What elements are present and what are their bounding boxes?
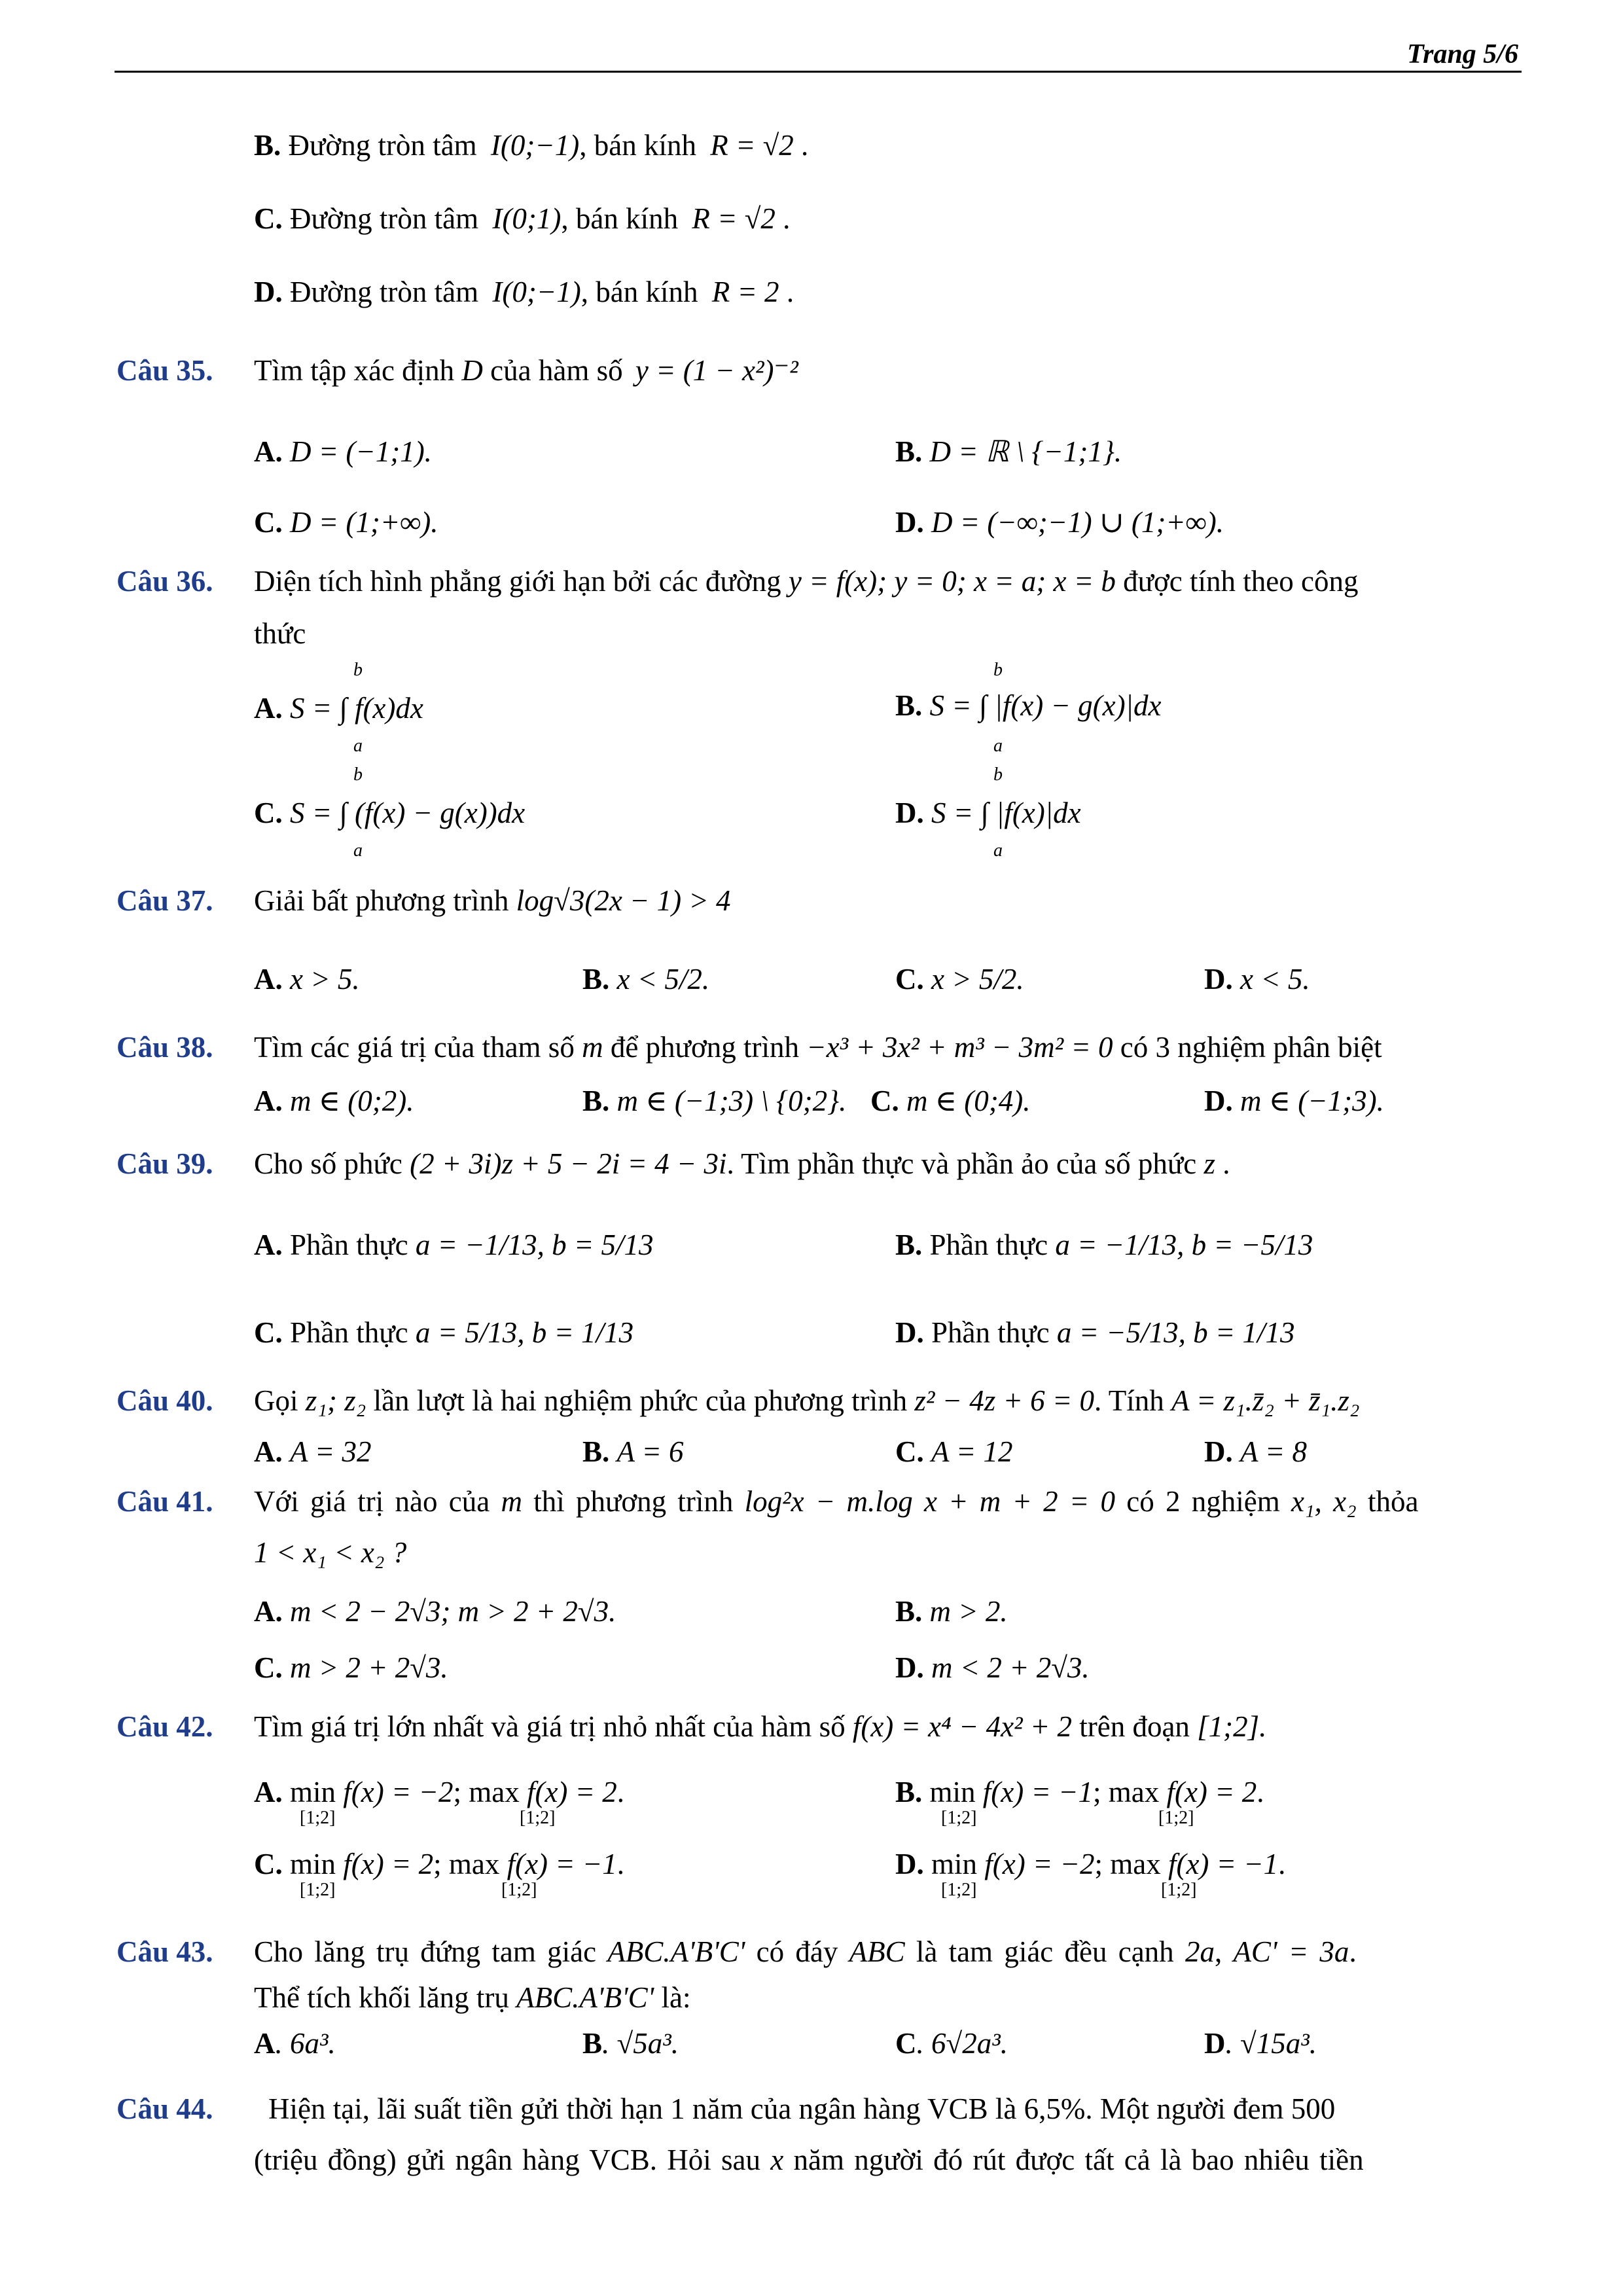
q42-a-max-domain: [1;2]	[520, 1808, 556, 1828]
q42-d-max-domain: [1;2]	[1161, 1880, 1197, 1900]
q41-number: Câu 41.	[116, 1485, 213, 1518]
q43-option-a: A. 6a³.	[254, 2027, 336, 2060]
q43-stem: Cho lăng trụ đứng tam giác ABC.A'B'C' có đáy ABC là tam giác đều cạnh 2a, AC' = 3a.	[254, 1935, 1357, 1968]
q43-option-c: C. 6√2a³.	[895, 2027, 1008, 2060]
q36-option-d: D. S = ∫ |f(x)|dx	[895, 797, 1081, 829]
q41-option-b: B. m > 2.	[895, 1595, 1008, 1628]
q36-stem: Diện tích hình phẳng giới hạn bởi các đường y = f(x); y = 0; x = a; x = b được tính theo công	[254, 565, 1359, 598]
q42-a-min-domain: [1;2]	[300, 1808, 336, 1828]
q43-option-b: B. √5a³.	[582, 2027, 679, 2060]
q38-number: Câu 38.	[116, 1031, 213, 1064]
q35-option-d: D. D = (−∞;−1) ∪ (1;+∞).	[895, 506, 1224, 539]
q36-stem-line2: thức	[254, 617, 306, 650]
q38-option-a: A. m ∈ (0;2).	[254, 1085, 414, 1117]
q40-option-c: C. A = 12	[895, 1435, 1013, 1468]
q37-option-c: C. x > 5/2.	[895, 963, 1024, 996]
q34-option-d: D. Đường tròn tâm I(0;−1), bán kính R = 2 .	[254, 276, 794, 308]
q44-stem-line2: (triệu đồng) gửi ngân hàng VCB. Hỏi sau x năm người đó rút được tất cả là bao nhiêu tiền	[254, 2144, 1364, 2176]
q38-stem: Tìm các giá trị của tham số m để phương trình −x³ + 3x² + m³ − 3m² = 0 có 3 nghiệm phân biệt	[254, 1031, 1382, 1064]
q40-option-d: D. A = 8	[1204, 1435, 1308, 1468]
q42-d-min-domain: [1;2]	[941, 1880, 977, 1900]
q38-option-c: C. m ∈ (0;4).	[870, 1085, 1031, 1117]
q42-option-d: D. min f(x) = −2; max f(x) = −1.	[895, 1848, 1286, 1880]
q39-option-d: D. Phần thực a = −5/13, b = 1/13	[895, 1316, 1295, 1349]
q42-number: Câu 42.	[116, 1710, 213, 1743]
q34-option-b: B. Đường tròn tâm I(0;−1), bán kính R = √2 .	[254, 129, 809, 162]
q41-option-a: A. m < 2 − 2√3; m > 2 + 2√3.	[254, 1595, 616, 1628]
q42-option-a: A. min f(x) = −2; max f(x) = 2.	[254, 1776, 625, 1808]
q42-c-min-domain: [1;2]	[300, 1880, 336, 1900]
q35-stem: Tìm tập xác định D của hàm số y = (1 − x²)⁻²	[254, 354, 798, 387]
q36-b-upper-limit: b	[993, 660, 1003, 680]
q36-number: Câu 36.	[116, 565, 213, 598]
q42-stem: Tìm giá trị lớn nhất và giá trị nhỏ nhất của hàm số f(x) = x⁴ − 4x² + 2 trên đoạn [1;2].	[254, 1710, 1267, 1743]
q36-c-lower-limit: a	[353, 840, 363, 861]
page-number: Trang 5/6	[1407, 39, 1518, 69]
q36-a-upper-limit: b	[353, 660, 363, 680]
q40-option-a: A. A = 32	[254, 1435, 372, 1468]
q35-option-b: B. D = ℝ \ {−1;1}.	[895, 435, 1122, 468]
q38-option-b: B. m ∈ (−1;3) \ {0;2}.	[582, 1085, 847, 1117]
q39-option-b: B. Phần thực a = −1/13, b = −5/13	[895, 1229, 1313, 1261]
q35-option-c: C. D = (1;+∞).	[254, 506, 438, 539]
q37-number: Câu 37.	[116, 884, 213, 917]
q36-c-upper-limit: b	[353, 764, 363, 785]
q36-a-lower-limit: a	[353, 736, 363, 756]
q43-option-d: D. √15a³.	[1204, 2027, 1317, 2060]
q40-number: Câu 40.	[116, 1384, 213, 1417]
q40-option-b: B. A = 6	[582, 1435, 684, 1468]
q41-option-d: D. m < 2 + 2√3.	[895, 1651, 1090, 1684]
q34-option-c: C. Đường tròn tâm I(0;1), bán kính R = √2 .	[254, 202, 791, 235]
q36-d-upper-limit: b	[993, 764, 1003, 785]
q38-option-d: D. m ∈ (−1;3).	[1204, 1085, 1384, 1117]
q37-option-b: B. x < 5/2.	[582, 963, 710, 996]
q36-b-lower-limit: a	[993, 736, 1003, 756]
q39-option-a: A. Phần thực a = −1/13, b = 5/13	[254, 1229, 654, 1261]
q41-stem: Với giá trị nào của m thì phương trình log²x − m.log x + m + 2 = 0 có 2 nghiệm x₁, x₂ thỏa	[254, 1485, 1419, 1518]
q43-number: Câu 43.	[116, 1935, 213, 1968]
q35-option-a: A. D = (−1;1).	[254, 435, 432, 468]
q37-option-d: D. x < 5.	[1204, 963, 1310, 996]
q36-d-lower-limit: a	[993, 840, 1003, 861]
q42-b-min-domain: [1;2]	[941, 1808, 977, 1828]
q43-stem-line2: Thể tích khối lăng trụ ABC.A'B'C' là:	[254, 1981, 691, 2014]
q37-stem: Giải bất phương trình log√3(2x − 1) > 4	[254, 884, 731, 917]
q39-number: Câu 39.	[116, 1147, 213, 1180]
q39-stem: Cho số phức (2 + 3i)z + 5 − 2i = 4 − 3i. Tìm phần thực và phần ảo của số phức z .	[254, 1147, 1230, 1180]
q42-c-max-domain: [1;2]	[501, 1880, 537, 1900]
q37-option-a: A. x > 5.	[254, 963, 360, 996]
header-rule	[115, 71, 1522, 73]
q41-option-c: C. m > 2 + 2√3.	[254, 1651, 448, 1684]
q36-option-a: A. S = ∫ f(x)dx	[254, 692, 423, 725]
q36-option-b: B. S = ∫ |f(x) − g(x)|dx	[895, 689, 1162, 722]
q42-option-b: B. min f(x) = −1; max f(x) = 2.	[895, 1776, 1264, 1808]
q42-b-max-domain: [1;2]	[1158, 1808, 1194, 1828]
q44-number: Câu 44.	[116, 2092, 213, 2125]
q39-option-c: C. Phần thực a = 5/13, b = 1/13	[254, 1316, 634, 1349]
q36-option-c: C. S = ∫ (f(x) − g(x))dx	[254, 797, 526, 829]
q41-condition: 1 < x₁ < x₂ ?	[254, 1536, 407, 1569]
q42-option-c: C. min f(x) = 2; max f(x) = −1.	[254, 1848, 625, 1880]
q40-stem: Gọi z₁; z₂ lần lượt là hai nghiệm phức của phương trình z² − 4z + 6 = 0. Tính A = z₁.z̄₂ + z̄₁.z₂	[254, 1384, 1360, 1417]
q35-number: Câu 35.	[116, 354, 213, 387]
q44-stem: Hiện tại, lãi suất tiền gửi thời hạn 1 năm của ngân hàng VCB là 6,5%. Một người đem 500	[268, 2092, 1336, 2125]
